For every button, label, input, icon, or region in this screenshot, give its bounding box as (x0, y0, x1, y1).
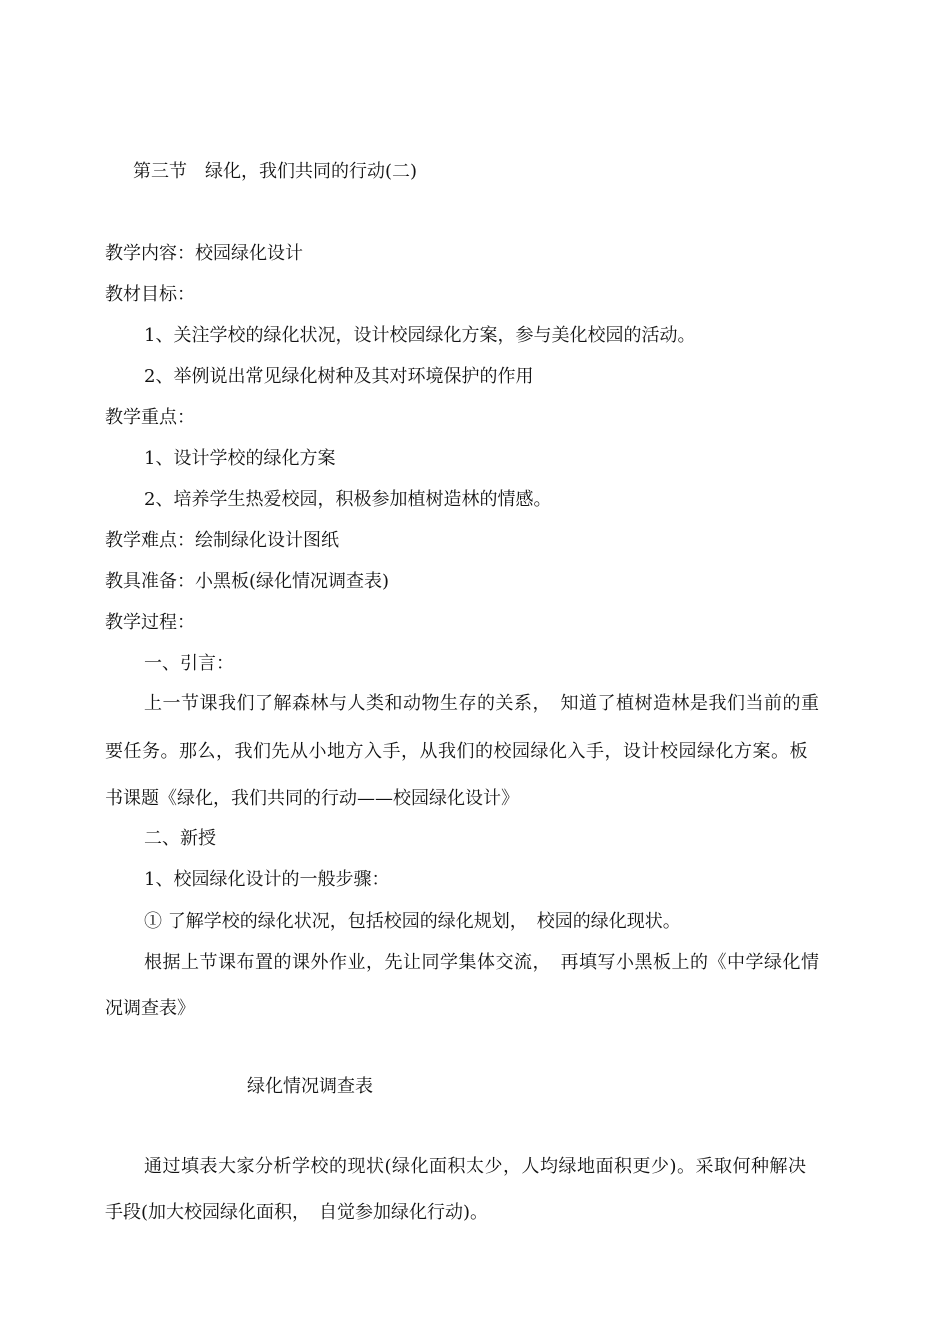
lesson-title: 第三节 绿化，我们共同的行动(二) (133, 161, 418, 182)
objective-item: 2、举例说出常见绿化树种及其对环境保护的作用 (144, 366, 534, 387)
new-lesson-heading: 二、新授 (144, 828, 216, 849)
intro-paragraph-line: 要任务。那么，我们先从小地方入手，从我们的校园绿化入手，设计校园绿化方案。板 (105, 741, 808, 762)
steps-heading: 1、校园绿化设计的一般步骤： (144, 869, 390, 890)
key-point-item: 1、设计学校的绿化方案 (144, 448, 336, 469)
key-points-label: 教学重点： (105, 407, 195, 428)
analysis-paragraph-line: 手段(加大校园绿化面积， 自觉参加绿化行动)。 (105, 1202, 489, 1223)
teaching-content: 教学内容：校园绿化设计 (105, 243, 303, 264)
intro-paragraph-line: 上一节课我们了解森林与人类和动物生存的关系， 知道了植树造林是我们当前的重 (144, 693, 820, 714)
objectives-label: 教材目标： (105, 284, 195, 305)
step-one: ① 了解学校的绿化状况，包括校园的绿化规划， 校园的绿化现状。 (144, 911, 681, 932)
intro-paragraph-line: 书课题《绿化，我们共同的行动——校园绿化设计》 (105, 788, 519, 809)
homework-paragraph-line: 根据上节课布置的课外作业，先让同学集体交流， 再填写小黑板上的《中学绿化情 (144, 952, 820, 973)
objective-item: 1、关注学校的绿化状况，设计校园绿化方案，参与美化校园的活动。 (144, 325, 696, 346)
intro-heading: 一、引言： (144, 653, 234, 674)
teaching-difficulty: 教学难点：绘制绿化设计图纸 (105, 530, 339, 551)
process-label: 教学过程： (105, 612, 195, 633)
homework-paragraph-line: 况调查表》 (105, 998, 195, 1019)
teaching-materials: 教具准备：小黑板(绿化情况调查表) (105, 571, 390, 592)
analysis-paragraph-line: 通过填表大家分析学校的现状(绿化面积太少，人均绿地面积更少)。采取何种解决 (144, 1156, 807, 1177)
survey-table-title: 绿化情况调查表 (247, 1076, 373, 1097)
key-point-item: 2、培养学生热爱校园，积极参加植树造林的情感。 (144, 489, 552, 510)
